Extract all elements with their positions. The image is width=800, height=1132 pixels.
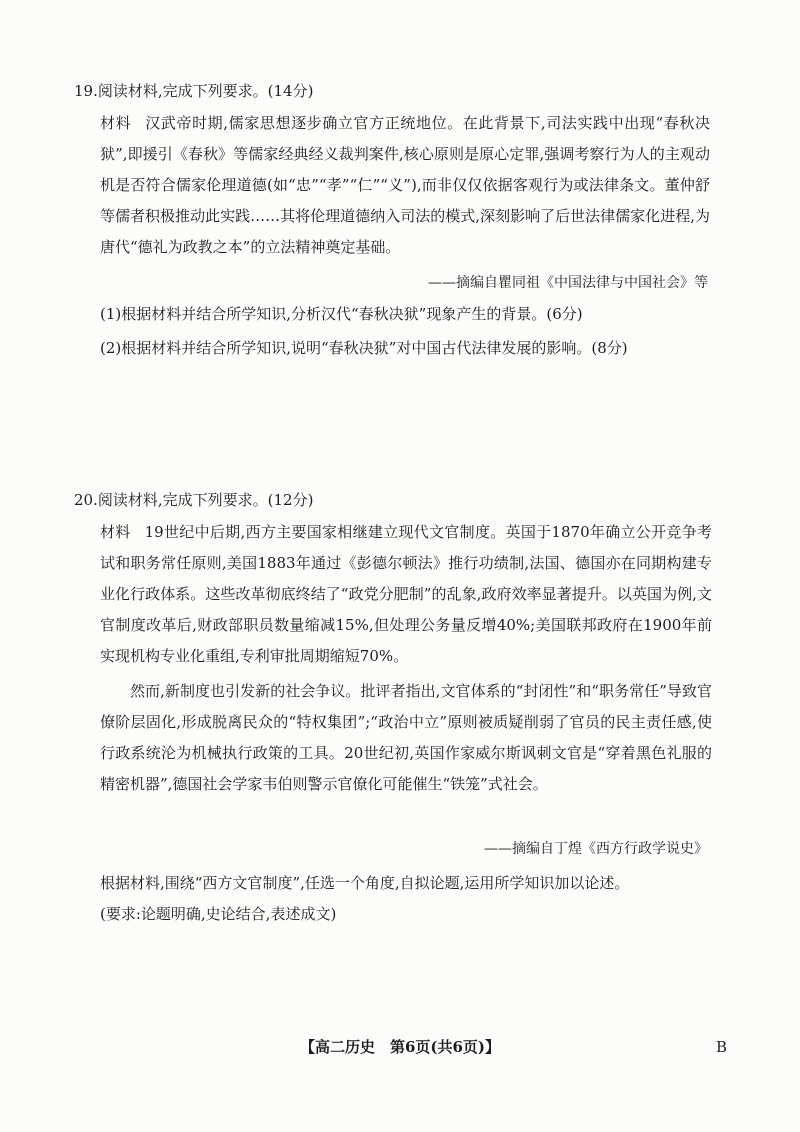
question-19-title: 19.阅读材料,完成下列要求。(14分)	[74, 82, 314, 100]
material-text: 汉武帝时期,儒家思想逐步确立官方正统地位。在此背景下,司法实践中出现“春秋决狱”,即援引《春秋》等儒家经典经义裁判案件,核心原则是原心定罪,强调考察行为人的主观动机是否符合儒家伦理道德(如“忠”“孝”“仁”“义”),而非仅仅依据客观行为或法律条文。董仲舒等儒者积极推动此实践……其将伦理道德纳入司法的模式,深刻影响了后世法律儒家化进程,为唐代“德礼为政教之本”的立法精神奠定基础。	[100, 114, 710, 256]
question-20-task: 根据材料,围绕“西方文官制度”,任选一个角度,自拟论题,运用所学知识加以论述。	[100, 874, 630, 892]
question-20-source: ——摘编自丁煌《西方行政学说史》	[484, 841, 708, 857]
page-footer: 【高二历史 第6页(共6页)】	[299, 1038, 501, 1056]
question-19-material	[100, 108, 710, 263]
faint-watermark-stamp	[622, 84, 682, 96]
question-19-sub-1: (1)根据材料并结合所学知识,分析汉代“春秋决狱”现象产生的背景。(6分)	[100, 305, 583, 323]
material-text: 19世纪中后期,西方主要国家相继建立现代文官制度。英国于1870年确立公开竞争考试和职务常任原则,美国1883年通过《彭德尔顿法》推行功绩制,法国、德国亦在同期构建专业化行政体系。这些改革彻底终结了“政党分肥制”的乱象,政府效率显著提升。以英国为例,文官制度改革后,财政部职员数量缩减15%,但处理公务量反增40%;美国联邦政府在1900年前实现机构专业化重组,专利审批周期缩短70%。	[100, 523, 712, 665]
question-20-material-para-2: 然而,新制度也引发新的社会争议。批评者指出,文官体系的“封闭性”和“职务常任”导致官僚阶层固化,形成脱离民众的“特权集团”;“政治中立”原则被质疑削弱了官员的民主责任感,使行政系统沦为机械执行政策的工具。20世纪初,英国作家威尔斯讽刺文官是“穿着黑色礼服的精密机器”,德国社会学家韦伯则警示官僚化可能催生“铁笼”式社会。	[100, 682, 712, 793]
question-19-sub-2: (2)根据材料并结合所学知识,说明“春秋决狱”对中国古代法律发展的影响。(8分)	[100, 339, 628, 357]
question-20-requirement: (要求:论题明确,史论结合,表述成文)	[100, 905, 337, 923]
paper-version-label: B	[716, 1038, 728, 1056]
question-20-material-para-1	[100, 517, 712, 672]
question-19-source: ——摘编自瞿同祖《中国法律与中国社会》等	[428, 275, 708, 291]
material-label: 材料	[100, 523, 131, 541]
material-label: 材料	[100, 114, 132, 132]
question-20-title: 20.阅读材料,完成下列要求。(12分)	[74, 491, 314, 509]
